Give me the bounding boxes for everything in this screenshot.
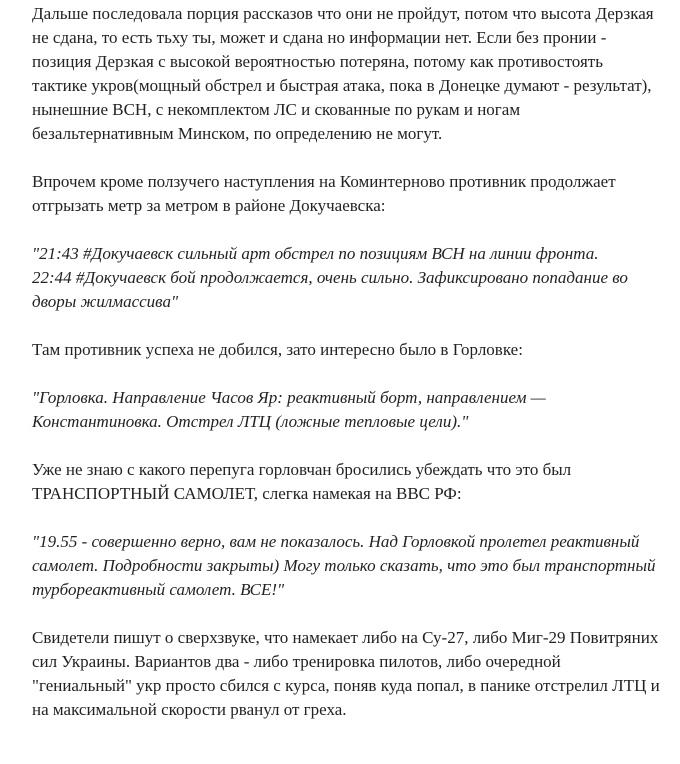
quote-line-2244: 22:44 #Докучаевск бой продолжается, очень сильно. Зафиксировано попадание во дворы жилмассива" [32, 268, 628, 311]
paragraph-transport-plane: Уже не знаю с какого перепуга горловчан бросились убеждать что это был ТРАНСПОРТНЫЙ САМОЛЕТ, слегка намекая на ВВС РФ: [32, 460, 572, 503]
paragraph-gorlovka: Там противник успеха не добился, зато интересно было в Горловке: [32, 340, 523, 359]
quote-1955: "19.55 - совершенно верно, вам не показалось. Над Горловкой пролетел реактивный самолет. Подробности закрыты) Могу только сказать, что это был транспортный турбореактивный самолет. ВСЕ!" [32, 532, 656, 599]
paragraph-derzkaya: Дальше последовала порция рассказов что они не пройдут, потом что высота Дерзкая не сдана, то есть тьху ты, может и сдана но информации нет. Если без пронии - позиция Дерзкая с высокой вероятностью потеряна, потому как противостоять тактике укров(мощный обстрел и быстрая атака, пока в Донецке думают - результат), нынешние ВСН, с некомплектом ЛС и скованные по рукам и ногам безальтернативным Минском, по определению не могут. [32, 4, 654, 143]
paragraph-dokuchaevsk: Впрочем кроме ползучего наступления на Коминтерново противник продолжает отгрызать метр за метром в районе Докучаевска: [32, 172, 616, 215]
paragraph-witnesses: Свидетели пишут о сверхзвуке, что намекает либо на Су-27, либо Миг-29 Повитряних сил Украины. Вариантов два - либо тренировка пилотов, либо очередной "гениальный" укр просто сбился с курса, поняв куда попал, в панике отстрелил ЛТЦ и на максимальной скорости рванул от греха. [32, 628, 660, 719]
quote-line-2143: "21:43 #Докучаевск сильный арт обстрел по позициям ВСН на линии фронта. [32, 244, 599, 263]
quote-gorlovka: "Горловка. Направление Часов Яр: реактивный борт, направлением — Константиновка. Отстрел ЛТЦ (ложные тепловые цели)." [32, 388, 546, 431]
quote-dokuchaevsk [32, 242, 662, 314]
